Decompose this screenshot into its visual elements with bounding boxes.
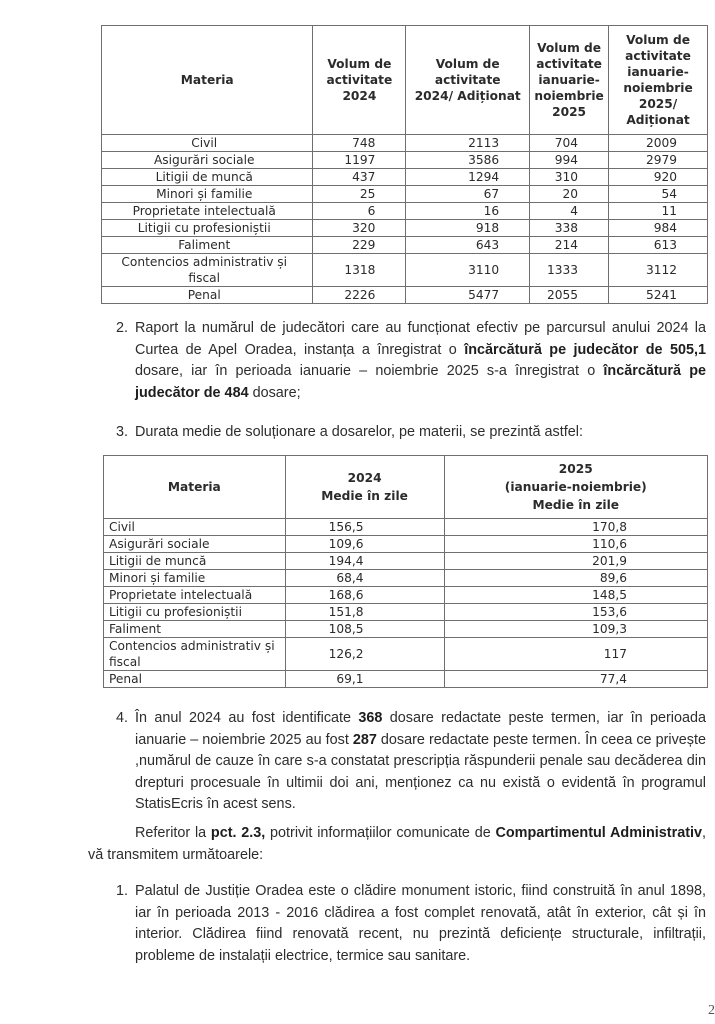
table-row <box>102 287 708 304</box>
bold-text: Compartimentul Administrativ <box>495 825 702 841</box>
header-volume-2024-additional <box>406 26 530 135</box>
bold-text: 368 <box>358 710 383 726</box>
header-line: Volum de <box>537 41 602 55</box>
bold-text: încărcătură pe judecător de 484 <box>135 363 706 401</box>
materia-cell: Contencios administrativ și fiscal <box>104 638 286 671</box>
value-cell: 643 <box>406 237 530 254</box>
table-row <box>102 254 708 287</box>
value-cell: 3110 <box>406 254 530 287</box>
list-marker: 2. <box>116 320 129 336</box>
header-line: 2025 <box>558 462 593 476</box>
materia-cell: Minori și familie <box>102 186 313 203</box>
value-cell: 3112 <box>609 254 708 287</box>
table-row <box>104 536 708 553</box>
list-marker: 3. <box>116 424 129 440</box>
header-volume-2025 <box>530 26 609 135</box>
header-volume-2025-additional <box>609 26 708 135</box>
text: Referitor la <box>135 825 211 841</box>
value-cell: 153,6 <box>444 604 707 621</box>
list-marker: 4. <box>116 710 129 726</box>
value-cell: 89,6 <box>444 570 707 587</box>
value-cell: 67 <box>406 186 530 203</box>
value-cell: 1318 <box>313 254 406 287</box>
value-cell: 11 <box>609 203 708 220</box>
header-2025-average <box>444 456 707 519</box>
value-cell: 201,9 <box>444 553 707 570</box>
materia-cell: Penal <box>104 671 286 688</box>
value-cell: 4 <box>530 203 609 220</box>
value-cell: 54 <box>609 186 708 203</box>
header-line: Medie în zile <box>321 489 408 503</box>
value-cell: 16 <box>406 203 530 220</box>
header-line: noiembrie <box>534 89 604 103</box>
header-line: activitate <box>434 73 501 87</box>
value-cell: 2226 <box>313 287 406 304</box>
paragraph-late-files <box>135 708 706 816</box>
table-row <box>104 621 708 638</box>
value-cell: 126,2 <box>285 638 444 671</box>
paragraph-duration-intro: Durata medie de soluționare a dosarelor, pe materii, se prezintă astfel: <box>135 424 583 440</box>
table-row <box>104 638 708 671</box>
header-line: 2024 <box>342 89 377 103</box>
materia-cell: Asigurări sociale <box>102 152 313 169</box>
value-cell: 2979 <box>609 152 708 169</box>
header-line: ianuarie- <box>627 65 689 79</box>
activity-volume-table <box>101 25 708 304</box>
value-cell: 20 <box>530 186 609 203</box>
table-row <box>104 570 708 587</box>
value-cell: 310 <box>530 169 609 186</box>
header-line: Volum de <box>435 57 500 71</box>
value-cell: 117 <box>444 638 707 671</box>
header-line: Volum de <box>626 33 690 47</box>
text: dosare, iar în perioada ianuarie – noiembrie 2025 s-a înregistrat o <box>135 363 604 379</box>
value-cell: 920 <box>609 169 708 186</box>
value-cell: 748 <box>313 135 406 152</box>
value-cell: 148,5 <box>444 587 707 604</box>
text: Raport la numărul de judecători care au funcționat efectiv pe parcursul anului 2024 la Curtea de Apel Oradea, instanța a înregistrat o <box>135 320 706 358</box>
header-line: Materia <box>167 480 221 494</box>
value-cell: 2055 <box>530 287 609 304</box>
list-marker: 1. <box>116 883 129 899</box>
value-cell: 3586 <box>406 152 530 169</box>
materia-cell: Minori și familie <box>104 570 286 587</box>
header-line: Materia <box>180 73 234 87</box>
table-row <box>104 604 708 621</box>
paragraph-referitor <box>88 823 706 866</box>
value-cell: 170,8 <box>444 519 707 536</box>
materia-cell: Litigii de muncă <box>104 553 286 570</box>
value-cell: 320 <box>313 220 406 237</box>
table-row <box>104 587 708 604</box>
value-cell: 1333 <box>530 254 609 287</box>
value-cell: 108,5 <box>285 621 444 638</box>
text: dosare; <box>248 384 301 401</box>
materia-cell: Proprietate intelectuală <box>104 587 286 604</box>
bold-text: 287 <box>352 731 377 748</box>
text: dosare redactate peste termen. În ceea ce privește ,numărul de cauze în care s-a constatat prescripția răspunderii penale sau decăderea din drepturi procesuale în ultimii doi ani, menționez ca nu există o evidentă în programul StatisEcris în acest sens. <box>135 731 706 812</box>
value-cell: 613 <box>609 237 708 254</box>
materia-cell: Faliment <box>104 621 286 638</box>
page-number: 2 <box>708 1003 715 1018</box>
header-line: 2024 <box>347 471 382 485</box>
text: , vă transmitem următoarele: <box>88 825 706 863</box>
materia-cell: Litigii de muncă <box>102 169 313 186</box>
value-cell: 109,3 <box>444 621 707 638</box>
materia-cell: Penal <box>102 287 313 304</box>
value-cell: 1197 <box>313 152 406 169</box>
header-line: Medie în zile <box>532 498 620 512</box>
table-header-row <box>102 26 708 135</box>
value-cell: 5477 <box>406 287 530 304</box>
value-cell: 918 <box>406 220 530 237</box>
value-cell: 338 <box>530 220 609 237</box>
materia-cell: Asigurări sociale <box>104 536 286 553</box>
table-row <box>104 671 708 688</box>
value-cell: 6 <box>313 203 406 220</box>
value-cell: 2113 <box>406 135 530 152</box>
value-cell: 168,6 <box>285 587 444 604</box>
value-cell: 229 <box>313 237 406 254</box>
bold-text: încărcătură pe judecător de 505,1 <box>464 341 707 358</box>
paragraph-palace-building: Palatul de Justiție Oradea este o clădire monument istoric, fiind construită în anul 1898, iar în perioada 2013 - 2016 clădirea a fost complet renovată, atât în exterior, cât și în interior. Clădirea fiind renovată recent, nu prezintă deficiențe structurale, infiltrații, probleme de instalații electrice, termice sau sanitare. <box>135 883 706 964</box>
materia-cell: Faliment <box>102 237 313 254</box>
header-line: activitate <box>625 49 691 63</box>
text: dosare redactate peste termen, iar în perioada ianuarie – noiembrie 2025 au fost <box>135 710 706 748</box>
average-duration-table <box>103 455 708 688</box>
header-2024-average <box>285 456 444 519</box>
header-line: 2025 <box>552 105 587 119</box>
value-cell: 109,6 <box>285 536 444 553</box>
value-cell: 156,5 <box>285 519 444 536</box>
value-cell: 704 <box>530 135 609 152</box>
table-row <box>104 553 708 570</box>
header-line: activitate <box>536 57 602 71</box>
value-cell: 1294 <box>406 169 530 186</box>
table-row <box>102 203 708 220</box>
text: În anul 2024 au fost identificate <box>135 710 359 726</box>
table-row <box>102 152 708 169</box>
table-header-row <box>104 456 708 519</box>
value-cell: 194,4 <box>285 553 444 570</box>
header-line: ianuarie- <box>538 73 600 87</box>
table-row <box>102 169 708 186</box>
value-cell: 151,8 <box>285 604 444 621</box>
header-materia <box>102 26 313 135</box>
table-row <box>104 519 708 536</box>
value-cell: 437 <box>313 169 406 186</box>
table-row <box>102 237 708 254</box>
table-row <box>102 220 708 237</box>
materia-cell: Litigii cu profesioniștii <box>104 604 286 621</box>
table-row <box>102 135 708 152</box>
value-cell: 77,4 <box>444 671 707 688</box>
header-line: activitate <box>326 73 393 87</box>
value-cell: 69,1 <box>285 671 444 688</box>
header-volume-2024 <box>313 26 406 135</box>
value-cell: 5241 <box>609 287 708 304</box>
value-cell: 2009 <box>609 135 708 152</box>
bold-text: pct. 2.3, <box>210 825 266 841</box>
header-line: Adiționat <box>626 113 690 127</box>
paragraph-judge-workload <box>135 318 706 404</box>
materia-cell: Litigii cu profesioniștii <box>102 220 313 237</box>
materia-cell: Contencios administrativ și fiscal <box>102 254 313 287</box>
header-materia <box>104 456 286 519</box>
materia-cell: Civil <box>104 519 286 536</box>
value-cell: 68,4 <box>285 570 444 587</box>
value-cell: 214 <box>530 237 609 254</box>
table-row <box>102 186 708 203</box>
materia-cell: Proprietate intelectuală <box>102 203 313 220</box>
value-cell: 994 <box>530 152 609 169</box>
header-line: Volum de <box>327 57 392 71</box>
value-cell: 25 <box>313 186 406 203</box>
materia-cell: Civil <box>102 135 313 152</box>
value-cell: 110,6 <box>444 536 707 553</box>
header-line: (ianuarie-noiembrie) <box>504 480 647 494</box>
header-line: 2024/ Adiționat <box>414 89 521 103</box>
value-cell: 984 <box>609 220 708 237</box>
text: potrivit informațiilor comunicate de <box>265 825 496 841</box>
header-line: 2025/ <box>638 97 678 111</box>
header-line: noiembrie <box>623 81 693 95</box>
